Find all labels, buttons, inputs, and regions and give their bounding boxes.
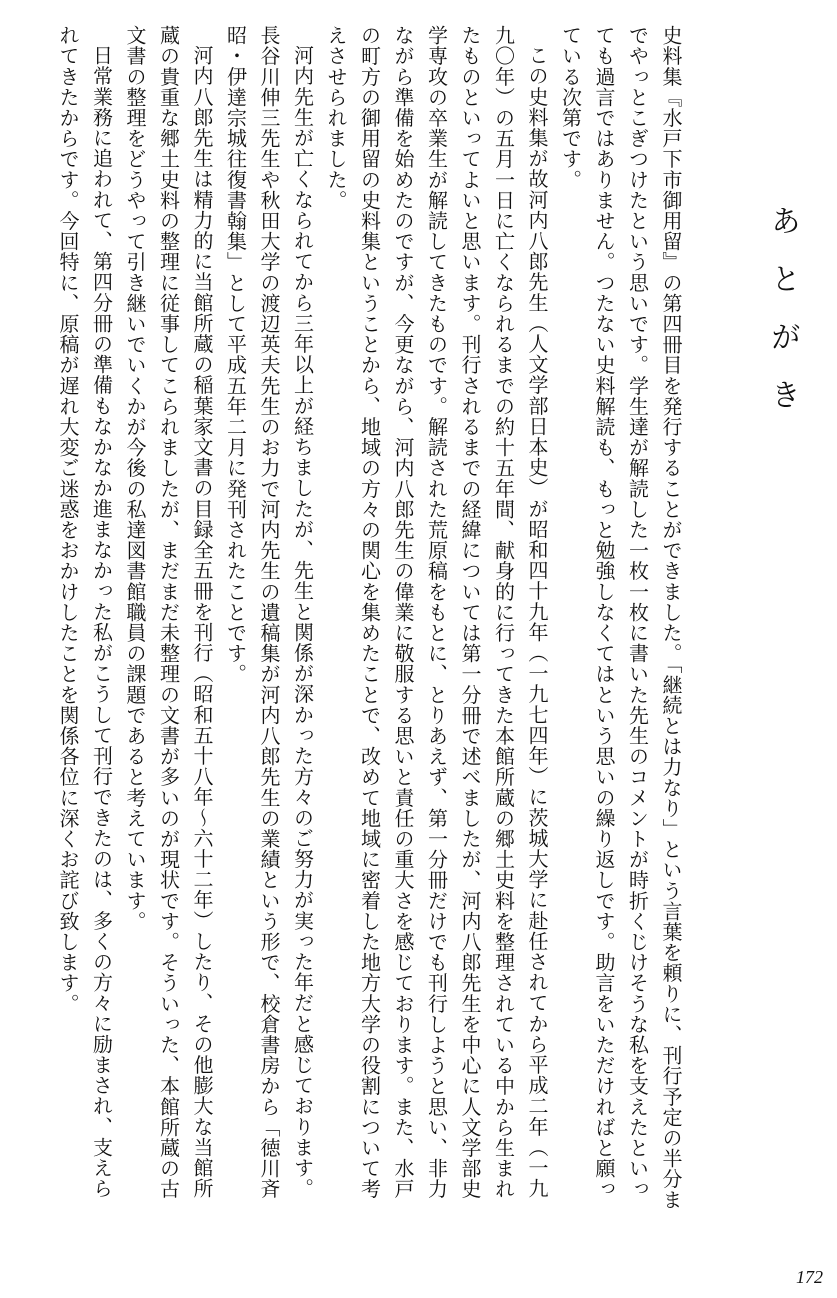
- page-number: 172: [796, 1267, 823, 1287]
- paragraph-4: 河内八郎先生は精力的に当館所蔵の稲葉家文書の目録全五冊を刊行（昭和五十八年〜六十二年）したり、その他膨大な当館所蔵の貴重な郷土史料の整理に従事してこられましたが、まだまだ未整理の文書が多いのが現状です。そういった、本館所蔵の古文書の整理をどうやって引き継いでいくかが今後の私達図書館職員の課題であると考えています。: [123, 25, 214, 1200]
- afterword-title: あとがき: [765, 205, 800, 437]
- paragraph-3: 河内先生が亡くなられてから三年以上が経ちましたが、先生と関係が深かった方々のご努力が実った年だと感じております。長谷川伸三先生や秋田大学の渡辺英夫先生のお力で河内先生の遺稿集が河内八郎先生の業績という形で、校倉書房から「徳川斉昭・伊達宗城往復書翰集」として平成五年二月に発刊されたことです。: [223, 25, 315, 1200]
- paragraph-2: この史料集が故河内八郎先生（人文学部日本史）が昭和四十九年（一九七四年）に茨城大学に赴任されてから平成二年（一九九〇年）の五月一日に亡くなられるまでの約十五年間、献身的に行ってきた本館所蔵の郷土史料を整理されている中から生まれたものといってよいと思います。刊行されるまでの経緯については第一分冊で述べましたが、河内八郎先生を中心に人文学部史学専攻の卒業生が解読してきたものです。解読された荒原稿をもとに、とりあえず、第一分冊だけでも刊行しようと思い、非力ながら準備を始めたのですが、今更ながら、河内八郎先生の偉業に敬服する思いと責任の重大さを感じております。また、水戸の町方の御用留の史料集ということから、地域の方々の関心を集めたことで、改めて地域に密着した地方大学の役割について考えさせられました。: [324, 25, 549, 1200]
- paragraph-5: 日常業務に追われて、第四分冊の準備もなかなか進まなかった私がこうして刊行できたのは、多くの方々に励まされ、支えられてきたからです。今回特に、原稿が遅れ大変ご迷惑をおかけしたことを関係各位に深くお詫び致します。: [56, 25, 114, 1199]
- afterword-body: [47, 25, 687, 1215]
- paragraph-1: 史料集『水戸下市御用留』の第四冊目を発行することができました。「継続とは力なり」という言葉を頼りに、刊行予定の半分までやっとこぎつけたという思いです。学生達が解読した一枚一枚に書いた先生のコメントが時折くじけそうな私を支えたといっても過言ではありません。つたない史料解読も、もっと勉強しなくてはという思いの繰り返しです。助言をいただければと願っている次第です。: [558, 25, 683, 1210]
